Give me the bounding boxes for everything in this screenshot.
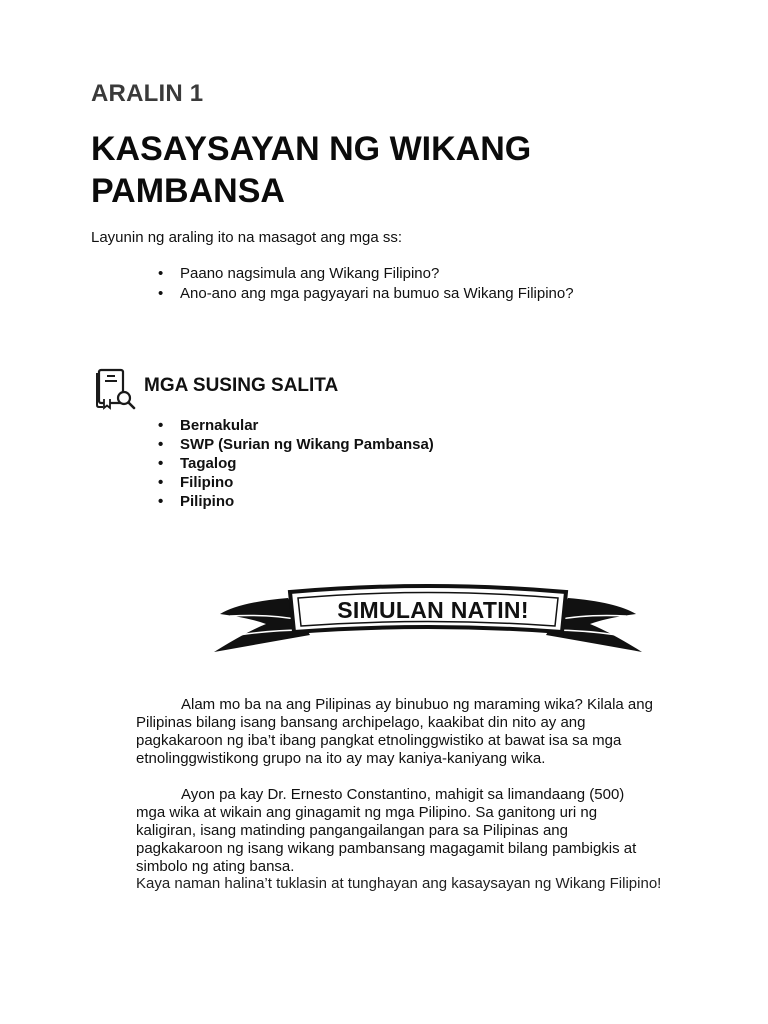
paragraph-2 bbox=[136, 786, 656, 876]
keywords-heading: MGA SUSING SALITA bbox=[144, 375, 339, 396]
page-title-line-2: PAMBANSA bbox=[91, 172, 285, 210]
list-item: • Pilipino bbox=[158, 492, 434, 511]
list-item: • SWP (Surian ng Wikang Pambansa) bbox=[158, 435, 434, 454]
banner-title: SIMULAN NATIN! bbox=[337, 597, 529, 623]
paragraph-text: Alam mo ba na ang Pilipinas ay binubuo ng maraming wika? Kilala ang Pilipinas bilang isang bansang archipelago, kaakibat din nito ay ang pagkakaroon ng iba’t ibang pangkat etnolinggwistiko at bawat isa sa mga etnolinggwistikong grupo na ito ay may kaniya-kaniyang wika. bbox=[136, 696, 653, 767]
list-item: • Filipino bbox=[158, 473, 434, 492]
list-item: • Tagalog bbox=[158, 454, 434, 473]
paragraph-1 bbox=[136, 696, 656, 768]
list-item: • Paano nagsimula ang Wikang Filipino? bbox=[158, 264, 574, 284]
list-item: • Ano-ano ang mga pagyayari na bumuo sa Wikang Filipino? bbox=[158, 284, 574, 304]
document-search-icon bbox=[93, 367, 137, 411]
lesson-label: ARALIN 1 bbox=[91, 80, 204, 107]
closing-line: Kaya naman halina’t tuklasin at tunghayan ang kasaysayan ng Wikang Filipino! bbox=[136, 875, 662, 892]
page-title-line-1: KASAYSAYAN NG WIKANG bbox=[91, 130, 532, 168]
paragraph-text: Ayon pa kay Dr. Ernesto Constantino, mahigit sa limandaang (500) mga wika at wikain ang ginagamit ng mga Pilipino. Sa ganitong uri ng kaligiran, isang matinding pangangailangan para sa Pilipinas ang pagkakaroon ng isang wikang pambansang magagamit bilang pambigkis at simbolo ng ating bansa. bbox=[136, 786, 637, 875]
list-item: • Bernakular bbox=[158, 416, 434, 435]
page-title bbox=[91, 128, 691, 212]
objective-text: Layunin ng araling ito na masagot ang mga ss: bbox=[91, 229, 403, 246]
keyword-list bbox=[158, 416, 434, 511]
question-list bbox=[158, 264, 574, 304]
